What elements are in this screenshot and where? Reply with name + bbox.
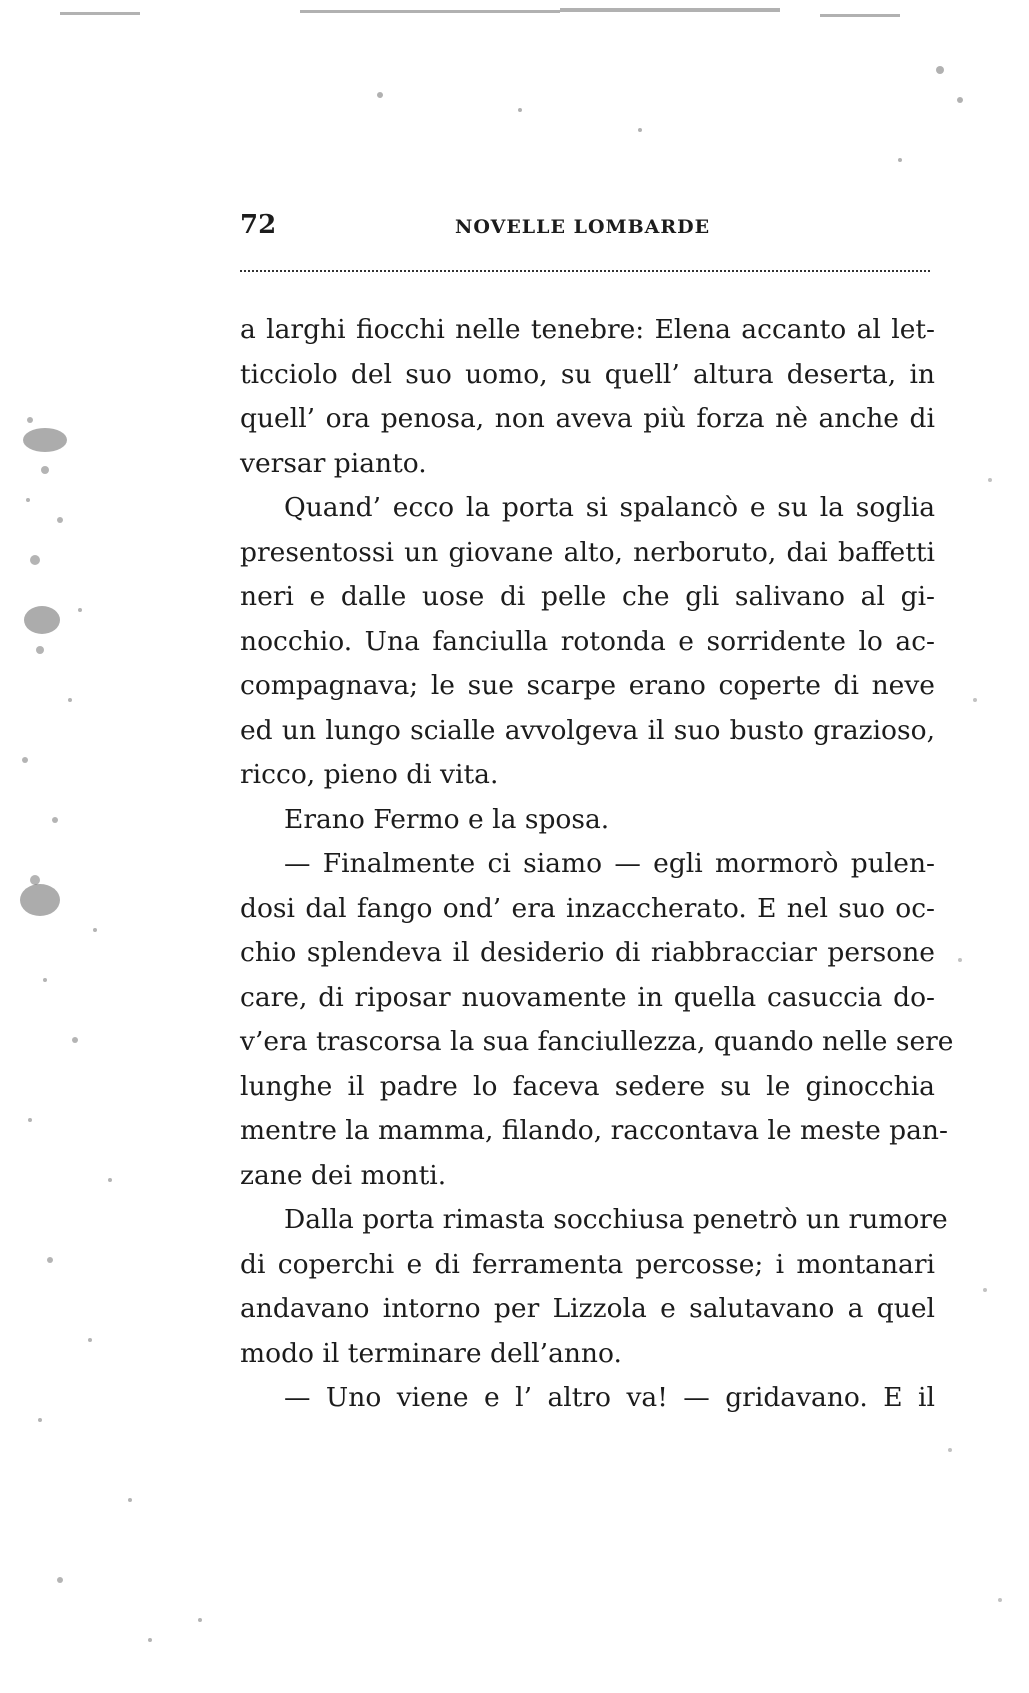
left-edge-smudges <box>20 428 67 916</box>
text-line: — Uno viene e l’ altro va! — gridavano. E il <box>284 1382 935 1413</box>
text-line: mentre la mamma, filando, raccontava le meste pan- <box>240 1115 948 1146</box>
text-line: presentossi un giovane alto, nerboruto, dai baffetti <box>240 536 935 568</box>
text-line: quell’ ora penosa, non aveva più forza nè anche di <box>240 403 935 434</box>
text-line: neri e dalle uose di pelle che gli salivano al gi- <box>240 581 935 612</box>
text-line: dosi dal fango ond’ era inzaccherato. E nel suo oc- <box>240 892 935 924</box>
text-line: andavano intorno per Lizzola e salutavano a quel <box>240 1293 935 1324</box>
right-margin-speckles <box>948 478 1002 1602</box>
text-line: Quand’ ecco la porta si spalancò e su la soglia <box>284 492 935 523</box>
page-header <box>240 210 935 246</box>
text-line: chio splendeva il desiderio di riabbracciar persone <box>240 937 935 968</box>
text-line: a larghi fiocchi nelle tenebre: Elena accanto al let- <box>240 314 935 345</box>
left-margin-speckles <box>22 417 202 1642</box>
header-rule <box>240 270 930 272</box>
text-line: nocchio. Una fanciulla rotonda e sorridente lo ac- <box>240 625 935 657</box>
text-line: lunghe il padre lo faceva sedere su le ginocchia <box>240 1070 935 1102</box>
top-speckles <box>60 8 963 162</box>
text-line: ed un lungo scialle avvolgeva il suo busto grazioso, <box>240 714 935 746</box>
text-line: modo il terminare dell’anno. <box>240 1337 622 1369</box>
text-line: Dalla porta rimasta socchiusa penetrò un rumore <box>284 1204 948 1235</box>
text-line: Erano Fermo e la sposa. <box>284 803 610 835</box>
text-line: ricco, pieno di vita. <box>240 759 499 790</box>
text-line: versar pianto. <box>240 447 427 479</box>
body-text <box>240 308 954 1421</box>
text-line: compagnava; le sue scarpe erano coperte di neve <box>240 670 935 701</box>
text-line: zane dei monti. <box>240 1159 447 1191</box>
text-line: care, di riposar nuovamente in quella casuccia do- <box>240 981 935 1013</box>
text-line: — Finalmente ci siamo — egli mormorò pulen- <box>284 848 935 879</box>
text-line: v’era trascorsa la sua fanciullezza, quando nelle sere <box>240 1026 954 1057</box>
page-number: 72 <box>240 210 277 240</box>
text-line: ticciolo del suo uomo, su quell’ altura deserta, in <box>240 358 935 390</box>
text-line: di coperchi e di ferramenta percosse; i montanari <box>240 1248 935 1280</box>
running-head: NOVELLE LOMBARDE <box>455 216 711 238</box>
